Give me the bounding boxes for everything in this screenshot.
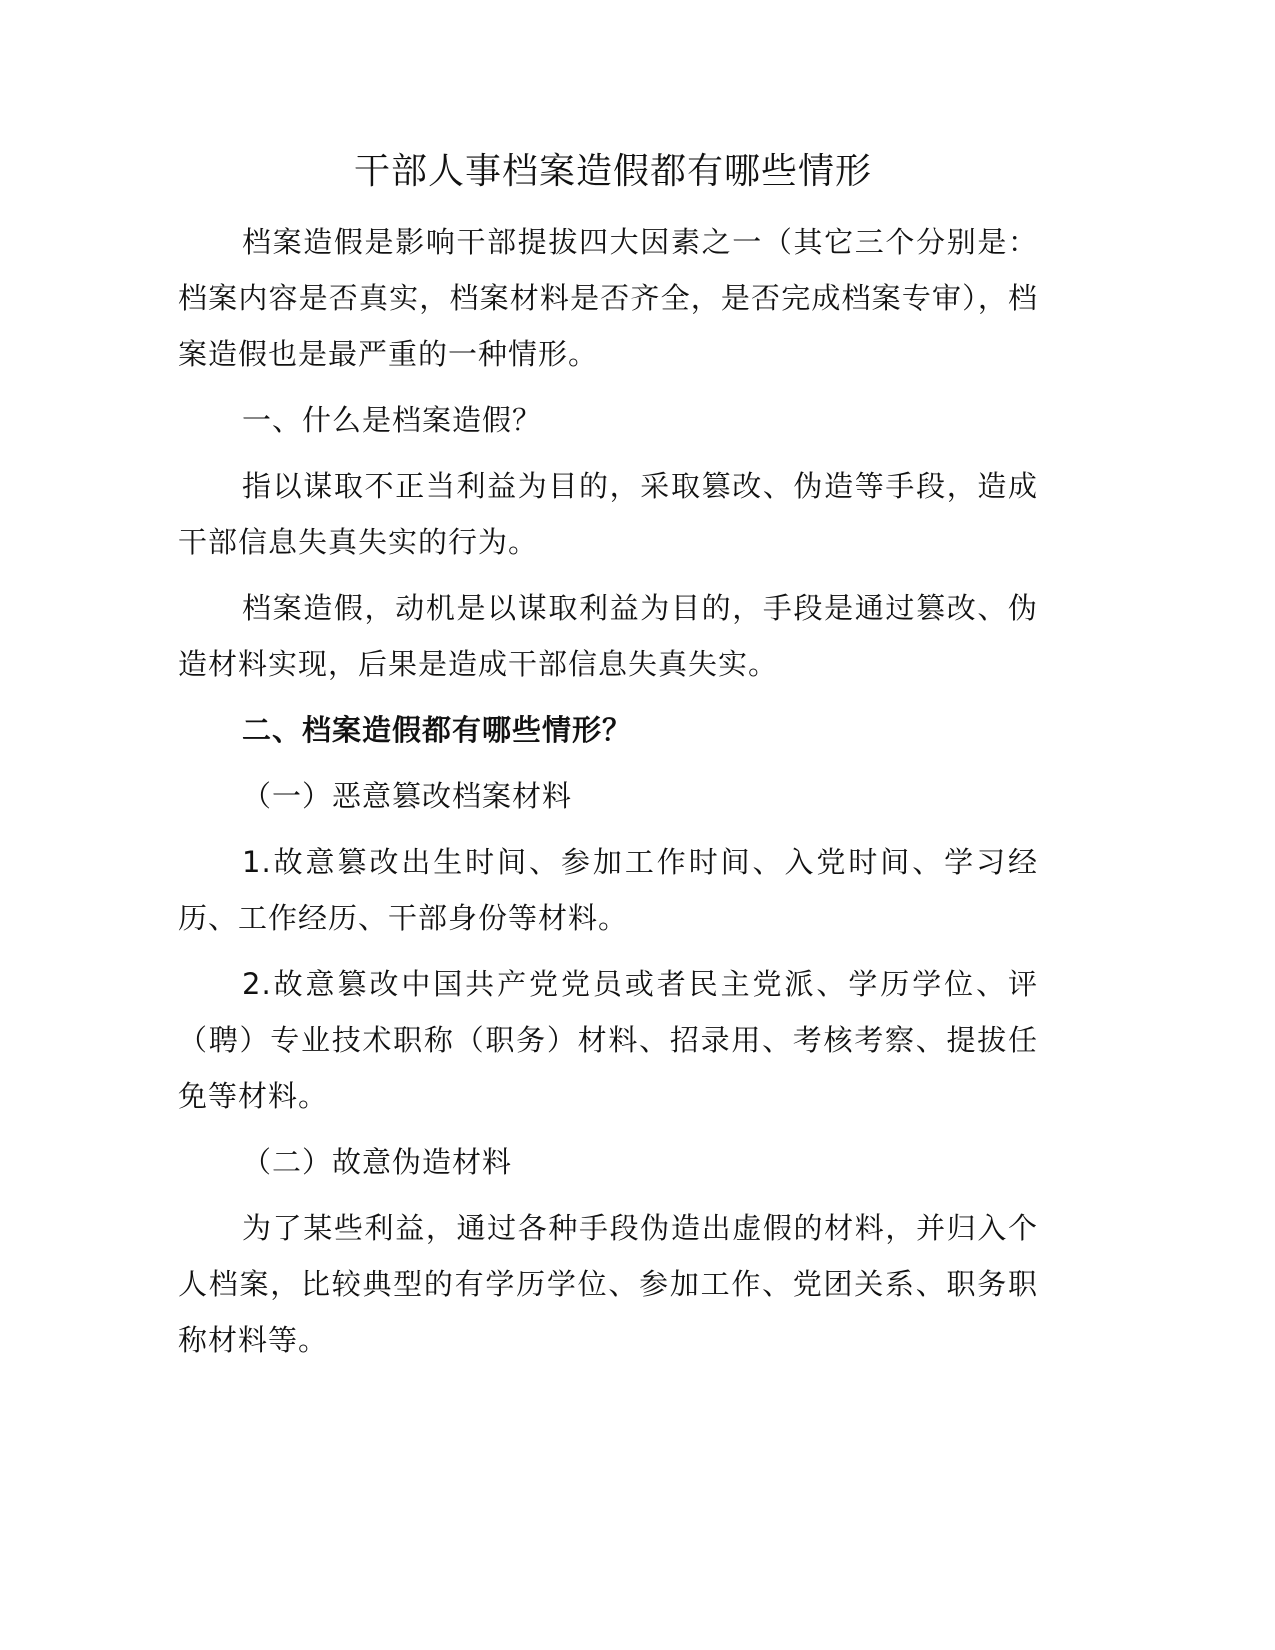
subsection-heading-2: （二）故意伪造材料 [242, 1145, 513, 1179]
section-heading-1: 一、什么是档案造假？ [242, 403, 543, 437]
list-item-1: 1.故意篡改出生时间、参加工作时间、入党时间、学习经历、工作经历、干部身份等材料。 [178, 845, 1038, 935]
section-heading-2: 二、档案造假都有哪些情形？ [242, 713, 633, 747]
subsection-heading-1: （一）恶意篡改档案材料 [242, 779, 573, 813]
paragraph-explanation: 档案造假，动机是以谋取利益为目的，手段是通过篡改、伪造材料实现，后果是造成干部信息失真失实。 [178, 591, 1038, 681]
paragraph-intro: 档案造假是影响干部提拔四大因素之一（其它三个分别是：档案内容是否真实，档案材料是否齐全，是否完成档案专审），档案造假也是最严重的一种情形。 [178, 225, 1038, 371]
paragraph-definition: 指以谋取不正当利益为目的，采取篡改、伪造等手段，造成干部信息失真失实的行为。 [178, 469, 1038, 559]
document-page [178, 138, 1038, 1368]
document-title: 干部人事档案造假都有哪些情形 [353, 151, 872, 192]
list-item-2: 2.故意篡改中国共产党党员或者民主党派、学历学位、评（聘）专业技术职称（职务）材料、招录用、考核考察、提拔任免等材料。 [178, 967, 1038, 1113]
paragraph-forgery: 为了某些利益，通过各种手段伪造出虚假的材料，并归入个人档案，比较典型的有学历学位、参加工作、党团关系、职务职称材料等。 [178, 1211, 1038, 1357]
